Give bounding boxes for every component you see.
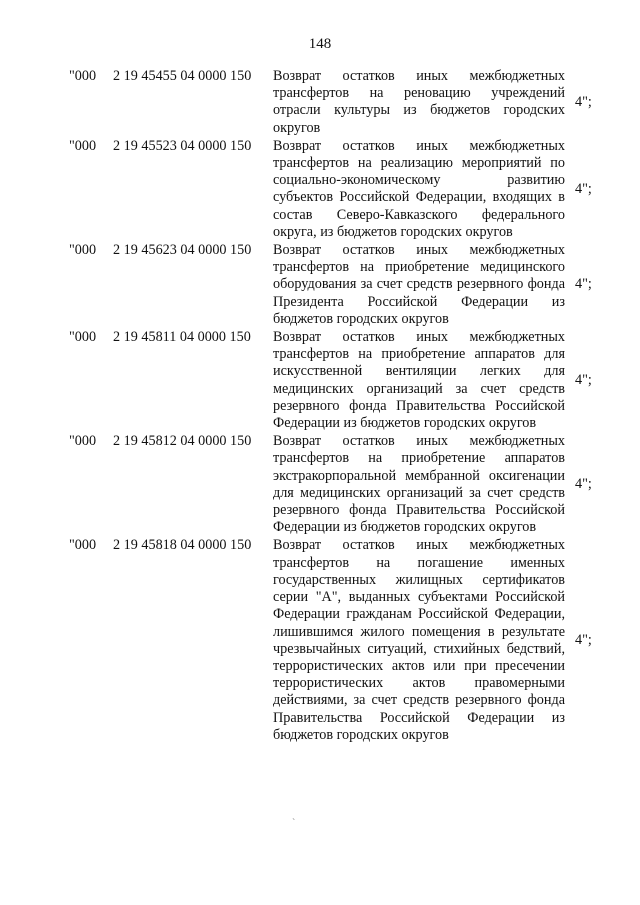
budget-description: Возврат остатков иных межбюджетных трансфертов на приобретение аппаратов для искусственной вентиляции легких для медицинских организаций за счет средств резервного фонда Правительства Российской Федерации из бюджетов городских округов <box>273 329 565 432</box>
budget-entry-45455 <box>69 68 609 137</box>
page-number: 148 <box>308 36 332 52</box>
entry-prefix: "000 <box>69 433 97 450</box>
entry-prefix: "000 <box>69 137 97 154</box>
budget-entry-45818 <box>69 537 609 743</box>
entry-suffix: 4"; <box>575 276 592 293</box>
entry-suffix: 4"; <box>575 93 592 110</box>
budget-entry-45523 <box>69 138 609 241</box>
budget-code: 2 19 45455 04 0000 150 <box>113 68 252 84</box>
entry-prefix: "000 <box>69 68 97 84</box>
entry-suffix: 4"; <box>575 372 592 389</box>
budget-code: 2 19 45523 04 0000 150 <box>113 137 252 154</box>
budget-code: 2 19 45818 04 0000 150 <box>113 537 252 554</box>
entry-prefix: "000 <box>69 537 97 554</box>
budget-entry-45811 <box>69 329 609 432</box>
budget-description: Возврат остатков иных межбюджетных трансфертов на приобретение медицинского оборудования за счет средств резервного фонда Президента Российской Федерации из бюджетов городских округов <box>273 242 565 327</box>
scan-mark: ` <box>292 818 296 829</box>
budget-entry-45812 <box>69 433 609 536</box>
entry-prefix: "000 <box>69 329 97 346</box>
entry-suffix: 4"; <box>575 476 592 493</box>
entry-suffix: 4"; <box>575 180 592 197</box>
budget-description: Возврат остатков иных межбюджетных трансфертов на погашение именных государственных жилищных сертификатов серии "А", выданных субъектами Российской Федерации гражданам Российской Федерации, лишившимся жилого помещения в результате чрезвычайных ситуаций, стихийных бедствий, террористических актов или при пресечении террористических актов правомерными действиями, за счет средств резервного фонда Правительства Российской Федерации из бюджетов городских округов <box>273 537 565 743</box>
budget-code-list <box>69 68 609 745</box>
budget-code: 2 19 45811 04 0000 150 <box>113 329 251 346</box>
budget-description: Возврат остатков иных межбюджетных трансфертов на реновацию учреждений отрасли культуры из бюджетов городских округов <box>273 68 565 136</box>
entry-prefix: "000 <box>69 242 97 259</box>
entry-suffix: 4"; <box>575 632 592 649</box>
budget-description: Возврат остатков иных межбюджетных трансфертов на реализацию мероприятий по социально-экономическому развитию субъектов Российской Федерации, входящих в состав Северо-Кавказского федерального округа, из бюджетов городских округов <box>273 137 565 240</box>
budget-description: Возврат остатков иных межбюджетных трансфертов на приобретение аппаратов экстракорпоральной мембранной оксигенации для медицинских организаций за счет средств резервного фонда Правительства Российской Федерации из бюджетов городских округов <box>273 433 565 536</box>
budget-code: 2 19 45812 04 0000 150 <box>113 433 252 450</box>
budget-entry-45623 <box>69 242 609 328</box>
budget-code: 2 19 45623 04 0000 150 <box>113 242 252 259</box>
